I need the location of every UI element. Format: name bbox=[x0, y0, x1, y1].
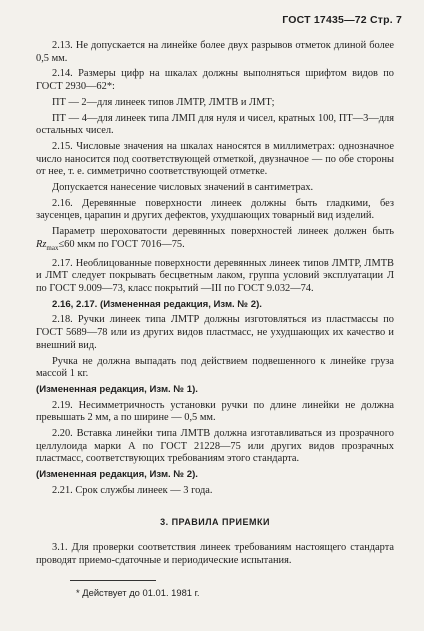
clause-2-21: 2.21. Срок службы линеек — 3 года. bbox=[52, 484, 213, 496]
clause-2-15: 2.15. Числовые значения на шкалах наносятся в миллиметрах: однозначное число наносится под соответствующей отметкой, двузначное — по обе стороны от нее, т. е. симметрично соответствующей отметке. bbox=[36, 140, 394, 178]
clause-2-17: 2.17. Необлицованные поверхности деревянных линеек типов ЛМТР, ЛМТВ и ЛМТ следует покрывать бесцветным лаком, группа условий эксплуатации Л по ГОСТ 9.009—73, класс покрытий —III по ГОСТ 9.032—74. bbox=[36, 257, 394, 295]
clause-2-13: 2.13. Не допускается на линейке более двух разрывов отметок длиной более 0,5 мм. bbox=[36, 40, 394, 64]
page-header bbox=[282, 14, 402, 26]
amendment-note-2b: (Измененная редакция, Изм. № 2). bbox=[36, 469, 198, 481]
roughness-text-a: Параметр шероховатости деревянных поверхностей линеек должен быть bbox=[52, 226, 394, 238]
footnote: * Действует до 01.01. 1981 г. bbox=[76, 586, 200, 598]
page-number: Стр. 7 bbox=[369, 14, 402, 26]
clause-2-16: 2.16. Деревянные поверхности линеек должны быть гладкими, без заусенцев, царапин и других дефектов, ухудшающих товарный вид изделий. bbox=[36, 197, 394, 222]
footnote-divider bbox=[70, 580, 156, 581]
clause-2-19: 2.19. Несимметричность установки ручки по длине линейки не должна превышать 2 мм, а по ширине — 0,5 мм. bbox=[36, 399, 394, 424]
clause-2-14: 2.14. Размеры цифр на шкалах должны выполняться шрифтом видов по ГОСТ 2930—62*: bbox=[36, 68, 394, 93]
section-title: 3. ПРАВИЛА ПРИЕМКИ bbox=[160, 516, 270, 527]
roughness-symbol: Rz bbox=[36, 238, 47, 250]
amendment-note-1: (Измененная редакция, Изм. № 1). bbox=[36, 383, 198, 395]
page-body bbox=[36, 40, 394, 599]
roughness-subscript: max bbox=[46, 243, 59, 252]
clause-2-20: 2.20. Вставка линейки типа ЛМТВ должна изготавливаться из прозрачного целлулоида марки А по ГОСТ 21228—75 или других видов прозрачных пластмасс, соответствующих требованиям этого стандарта. bbox=[36, 428, 394, 465]
roughness-parameter bbox=[36, 226, 394, 254]
clause-3-1: 3.1. Для проверки соответствия линеек требованиям настоящего стандарта проводят приемо-сдаточные и периодические испытания. bbox=[36, 542, 394, 566]
clause-2-15-note: Допускается нанесение числовых значений в сантиметрах. bbox=[52, 182, 314, 194]
standard-number: ГОСТ 17435—72 bbox=[282, 14, 367, 26]
roughness-text-b: ≤60 мкм по ГОСТ 7016—75. bbox=[58, 238, 185, 250]
clause-2-14-pt2: ПТ — 2—для линеек типов ЛМТР, ЛМТВ и ЛМТ; bbox=[52, 96, 275, 108]
clause-2-14-pt4: ПТ — 4—для линеек типа ЛМП для нуля и чисел, кратных 100, ПТ—3—для остальных чисел. bbox=[36, 112, 394, 137]
clause-2-18-note: Ручка не должна выпадать под действием подвешенного к линейке груза массой 1 кг. bbox=[36, 355, 394, 380]
amendment-note-2: 2.16, 2.17. (Измененная редакция, Изм. № 2). bbox=[52, 298, 262, 310]
clause-2-18: 2.18. Ручки линеек типа ЛМТР должны изготовляться из пластмассы по ГОСТ 5689—78 или из других видов пластмасс, не ухудшающих их качество и внешний вид. bbox=[36, 314, 394, 351]
